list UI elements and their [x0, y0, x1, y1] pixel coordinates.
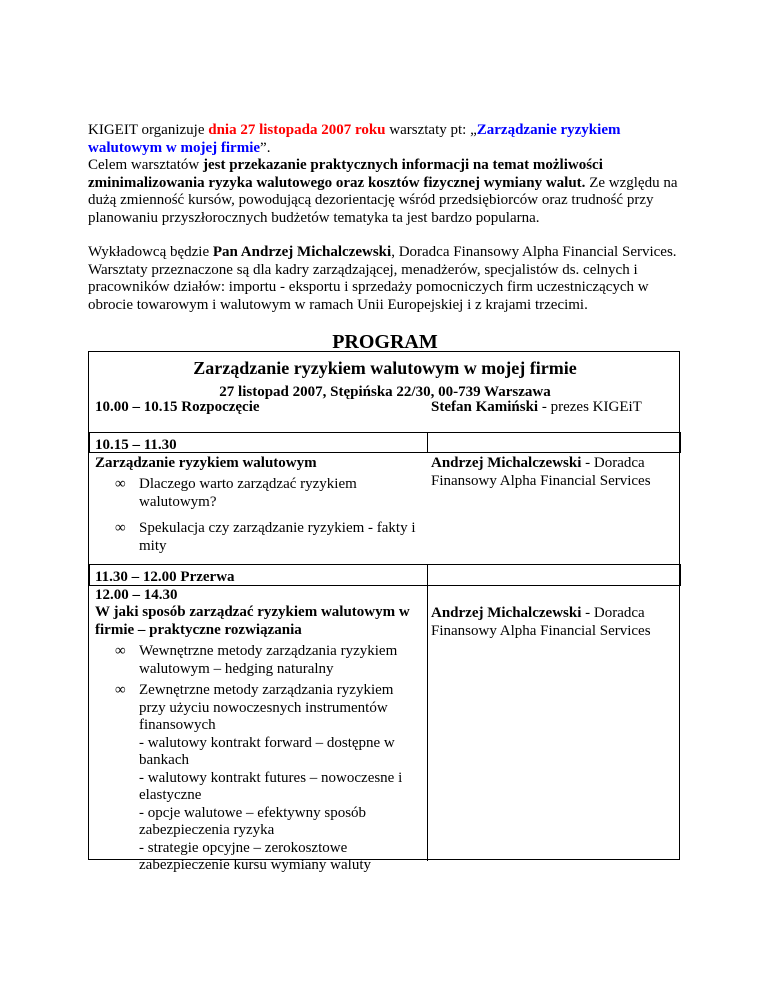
list-item: - opcje walutowe – efektywny sposób zabezpieczenia ryzyka [139, 804, 367, 838]
program-title: Zarządzanie ryzykiem walutowym w mojej firmie [193, 358, 577, 378]
session-2 [95, 569, 421, 875]
list-item: ∞ Dlaczego warto zarządzać ryzykiem walutowym? [115, 476, 357, 510]
session-1-topics [95, 476, 421, 555]
opening-speaker: Stefan Kamiński - prezes KIGEiT [431, 399, 642, 415]
session-1-speaker: Andrzej Michalczewski - Doradca Finansowy Alpha Financial Services [431, 455, 651, 489]
event-date: dnia 27 listopada 2007 roku [208, 122, 386, 138]
list-item: ∞ Zewnętrzne metody zarządzania ryzykiem przy użyciu nowoczesnych instrumentów finansowych [115, 682, 394, 733]
program-table [88, 351, 680, 873]
session-1 [95, 437, 421, 555]
infinity-bullet-icon: ∞ [115, 476, 126, 492]
table-row [427, 564, 681, 586]
table-row [427, 432, 681, 453]
intro-paragraph-1: KIGEIT organizuje dnia 27 listopada 2007 roku warsztaty pt: „Zarządzanie ryzykiem walutowym w mojej firmie”. [88, 122, 621, 156]
infinity-bullet-icon: ∞ [115, 520, 126, 536]
break-time: 11.30 – 12.00 Przerwa [95, 569, 235, 585]
session-1-title: Zarządzanie ryzykiem walutowym [95, 454, 317, 471]
column-divider [427, 585, 428, 861]
infinity-bullet-icon: ∞ [115, 682, 126, 698]
session-2-title: W jaki sposób zarządzać ryzykiem walutowym w firmie – praktyczne rozwiązania [95, 604, 410, 638]
opening-time: 10.00 – 10.15 Rozpoczęcie [95, 399, 260, 415]
list-item: - strategie opcyjne – zerokosztowe zabezpieczenie kursu wymiany waluty [139, 839, 371, 873]
program-subtitle: 27 listopad 2007, Stępińska 22/30, 00-739 Warszawa [219, 384, 551, 400]
session-2-topics [95, 643, 421, 735]
list-item: ∞ Wewnętrzne metody zarządzania ryzykiem walutowym – hedging naturalny [115, 643, 398, 677]
lecturer-name: Pan Andrzej Michalczewski [212, 244, 392, 260]
session-2-speaker: Andrzej Michalczewski - Doradca Finansowy Alpha Financial Services [431, 605, 651, 639]
list-item: - walutowy kontrakt forward – dostępne w bankach [139, 734, 395, 768]
intro-paragraph-3: Wykładowcą będzie Pan Andrzej Michalczewski, Doradca Finansowy Alpha Financial Services. [88, 244, 677, 260]
intro-paragraph-2: Celem warsztatów jest przekazanie praktycznych informacji na temat możliwości zminimalizowania ryzyka walutowego oraz kosztów fizycznej wymiany walut. Ze względu na dużą zmienność kursów, powodującą dezorientację wśród przedsiębiorców oraz trudność przy planowaniu przyszłorocznych budżetów tematyka ta jest bardzo popularna. [88, 157, 678, 226]
list-item: ∞ Spekulacja czy zarządzanie ryzykiem - fakty i mity [115, 520, 416, 554]
workshop-title: Zarządzanie ryzykiem walutowym w mojej firmie [88, 122, 621, 156]
session-2-time: 12.00 – 14.30 [95, 586, 178, 603]
intro-text [88, 122, 688, 314]
session-2-subtopics [95, 735, 421, 875]
infinity-bullet-icon: ∞ [115, 643, 126, 659]
intro-paragraph-4: Warsztaty przeznaczone są dla kadry zarządzającej, menadżerów, specjalistów ds. celnych i pracowników działów: importu - eksportu i sprzedaży pomocniczych firm uczestniczących w obrocie towarowym i walutowym w ramach Unii Europejskiej i z krajami trzecimi. [88, 261, 649, 313]
list-item: - walutowy kontrakt futures – nowoczesne i elastyczne [139, 769, 403, 803]
session-1-time: 10.15 – 11.30 [95, 437, 177, 453]
program-heading: PROGRAM [332, 331, 438, 353]
